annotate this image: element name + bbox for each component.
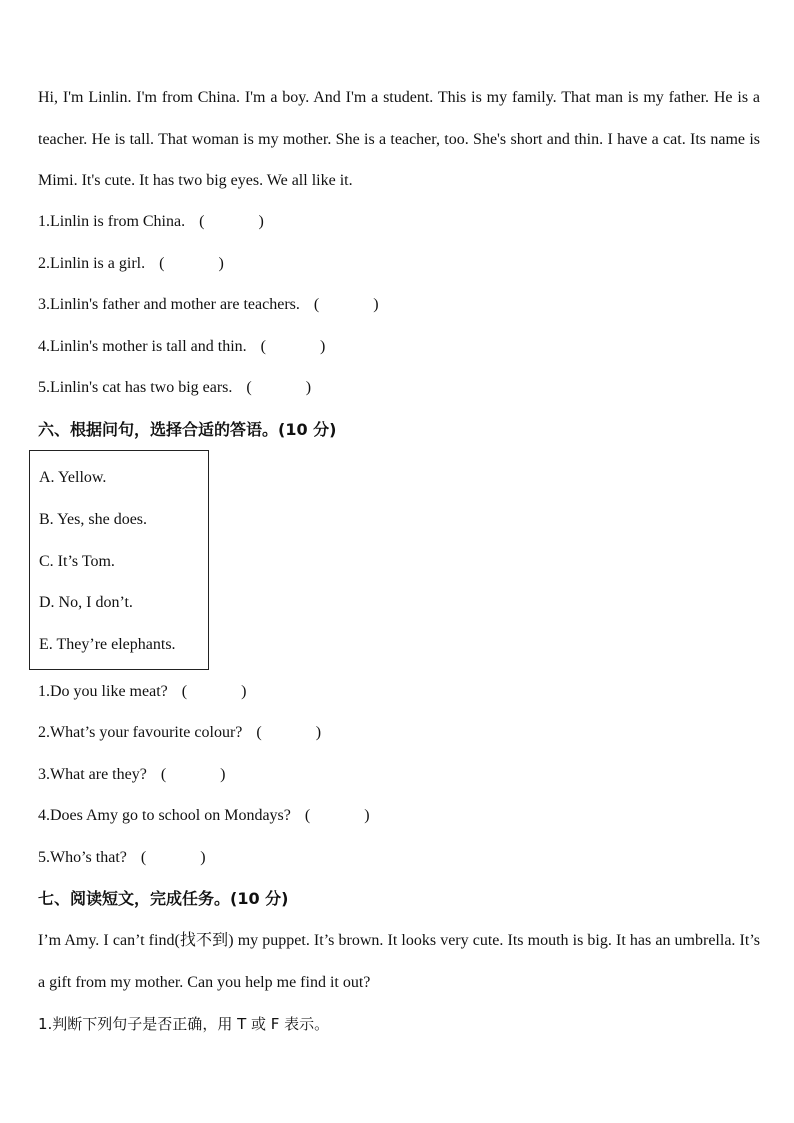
- question-6-4: [38, 806, 370, 826]
- question-1-2: [38, 254, 224, 274]
- answer-blank[interactable]: ( ): [181, 683, 247, 700]
- question-text: 3.What are they?: [38, 766, 147, 783]
- option-b: B. Yes, she does.: [39, 511, 148, 528]
- question-text: 3.Linlin's father and mother are teachers.: [38, 296, 300, 313]
- answer-blank[interactable]: ( ): [159, 255, 224, 272]
- answer-options-box: [29, 450, 209, 670]
- question-1-4: [38, 337, 325, 357]
- option-e: E. They’re elephants.: [39, 636, 176, 653]
- question-text: 1.Do you like meat?: [38, 683, 168, 700]
- question-1-1: [38, 212, 264, 232]
- answer-blank[interactable]: ( ): [256, 724, 322, 741]
- option-a: A. Yellow.: [39, 469, 107, 486]
- question-text: 4.Linlin's mother is tall and thin.: [38, 338, 247, 355]
- section-7-title: 七、阅读短文，完成任务。(10 分): [38, 889, 289, 908]
- option-d: D. No, I don’t.: [39, 594, 133, 611]
- answer-blank[interactable]: ( ): [246, 379, 312, 396]
- question-text: 2.What’s your favourite colour?: [38, 724, 243, 741]
- answer-blank[interactable]: ( ): [140, 849, 206, 866]
- question-6-5: [38, 848, 206, 868]
- answer-blank[interactable]: ( ): [199, 213, 264, 230]
- section-6-title: 六、根据问句，选择合适的答语。(10 分): [38, 420, 337, 439]
- answer-blank[interactable]: ( ): [160, 766, 226, 783]
- answer-blank[interactable]: ( ): [304, 807, 370, 824]
- option-c: C. It’s Tom.: [39, 553, 115, 570]
- question-1-3: [38, 295, 379, 315]
- answer-blank[interactable]: ( ): [313, 296, 379, 313]
- question-1-5: [38, 378, 311, 398]
- question-text: 4.Does Amy go to school on Mondays?: [38, 807, 291, 824]
- reading-passage-linlin: Hi, I'm Linlin. I'm from China. I'm a boy. And I'm a student. This is my family. That man is my father. He is a teacher. He is tall. That woman is my mother. She is a teacher, too. She's short and thin. I have a cat. Its name is Mimi. It's cute. It has two big eyes. We all like it.: [38, 89, 760, 189]
- answer-blank[interactable]: ( ): [260, 338, 326, 355]
- question-text: 5.Who’s that?: [38, 849, 127, 866]
- question-text: 2.Linlin is a girl.: [38, 255, 146, 272]
- question-text: 1.Linlin is from China.: [38, 213, 186, 230]
- reading-passage-amy: I’m Amy. I can’t find(找不到) my puppet. It’s brown. It looks very cute. Its mouth is big. It has an umbrella. It’s a gift from my mother. Can you help me find it out?: [38, 932, 760, 991]
- question-6-3: [38, 765, 225, 785]
- question-6-1: [38, 682, 246, 702]
- question-6-2: [38, 723, 321, 743]
- task-instruction: 1.判断下列句子是否正确，用 T 或 F 表示。: [38, 1015, 330, 1033]
- question-text: 5.Linlin's cat has two big ears.: [38, 379, 233, 396]
